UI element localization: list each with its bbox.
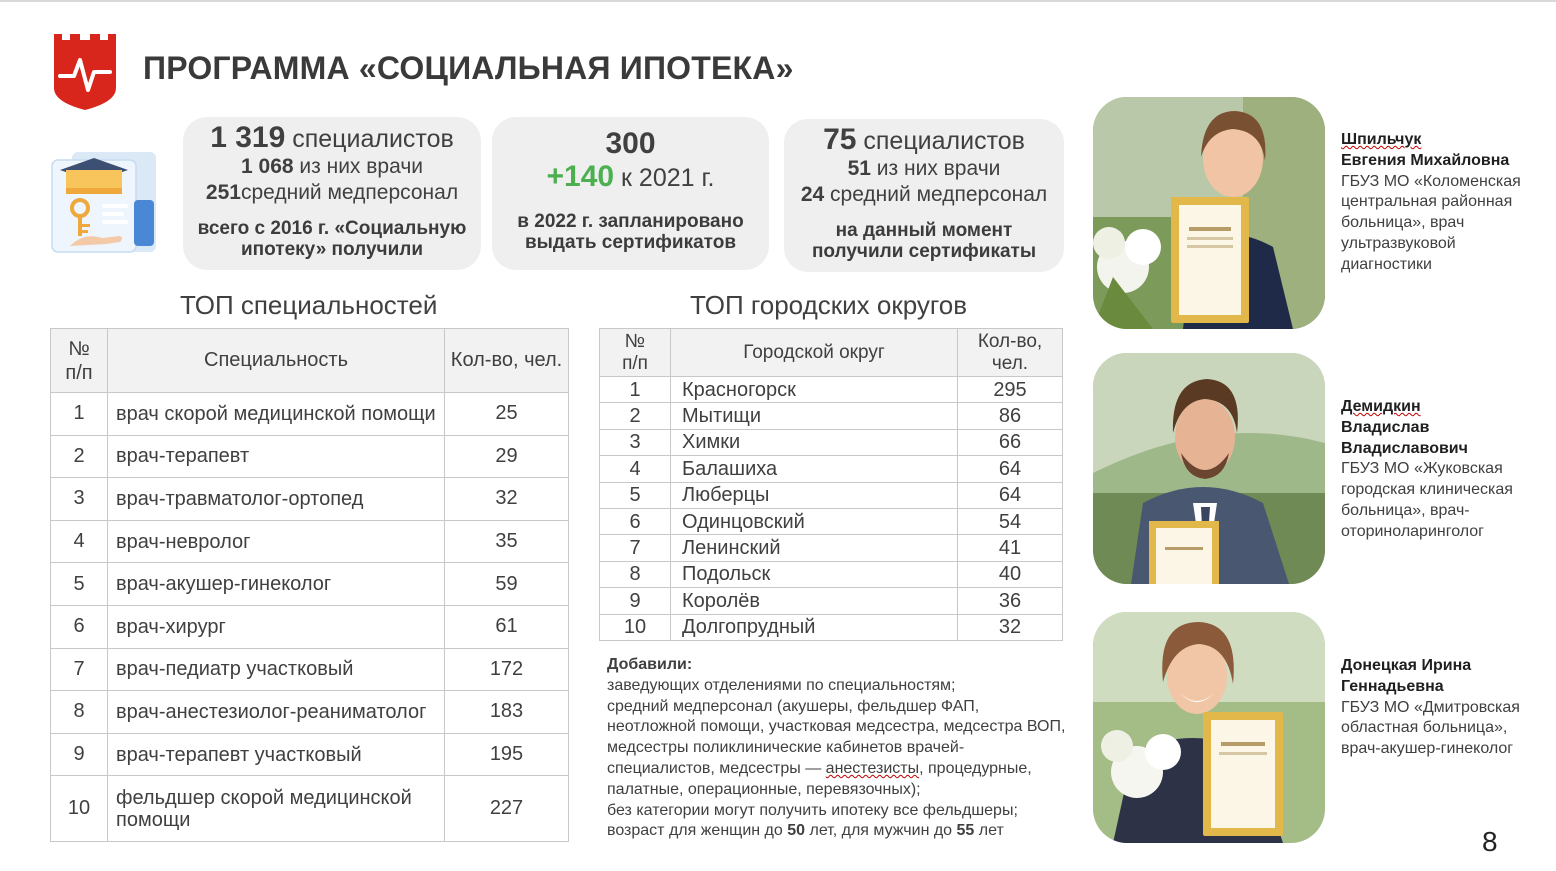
row-num: 8 <box>51 691 108 734</box>
notes-line: заведующих отделениями по специальностям; <box>607 676 956 694</box>
stat-planned-value: 300 <box>605 127 656 160</box>
person-info: ГБУЗ МО «Жуковская городская клиническая больница», врач-оториноларинголог <box>1341 460 1513 540</box>
row-count: 41 <box>958 535 1063 561</box>
table-row <box>600 588 1063 614</box>
col-header-district: Городской округ <box>671 329 958 377</box>
person-surname: Шпильчук <box>1341 131 1422 148</box>
top-divider <box>0 0 1556 2</box>
stat-footer-line: на данный момент <box>835 220 1013 241</box>
col-header-count: Кол-во, чел. <box>958 329 1063 377</box>
table-row <box>51 605 569 648</box>
person-name: Владислав <box>1341 418 1430 436</box>
table-row <box>51 393 569 436</box>
row-count: 29 <box>445 435 569 478</box>
row-specialty: фельдшер скорой медицинской помощи <box>108 776 445 842</box>
row-count: 195 <box>445 733 569 776</box>
table-row <box>600 535 1063 561</box>
table-row <box>51 648 569 691</box>
row-num: 2 <box>51 435 108 478</box>
col-header-num: № п/п <box>51 329 108 393</box>
person-surname: Демидкин <box>1341 398 1421 415</box>
row-count: 61 <box>445 605 569 648</box>
row-district: Мытищи <box>671 403 958 429</box>
row-num: 8 <box>600 561 671 587</box>
mortgage-document-icon <box>50 146 160 256</box>
notes-line <box>607 697 1067 801</box>
row-num: 5 <box>600 482 671 508</box>
table-row <box>600 429 1063 455</box>
row-count: 64 <box>958 482 1063 508</box>
table-row <box>51 691 569 734</box>
row-count: 64 <box>958 456 1063 482</box>
row-specialty: врач-анестезиолог-реаниматолог <box>108 691 445 734</box>
row-count: 32 <box>445 478 569 521</box>
row-count: 35 <box>445 520 569 563</box>
stat-card-total <box>183 117 481 270</box>
row-district: Люберцы <box>671 482 958 508</box>
row-num: 7 <box>600 535 671 561</box>
row-count: 227 <box>445 776 569 842</box>
notes-text: , процедурные, палатные, операционные, перевязочных); <box>607 759 1032 798</box>
specialties-table <box>50 328 569 842</box>
person-patronymic: Владиславович <box>1341 439 1468 457</box>
row-district: Красногорск <box>671 377 958 403</box>
row-specialty: врач-акушер-гинеколог <box>108 563 445 606</box>
stat-received-value: 75 <box>823 123 857 156</box>
page-title: ПРОГРАММА «СОЦИАЛЬНАЯ ИПОТЕКА» <box>143 50 794 86</box>
photo-person-2 <box>1093 353 1325 584</box>
page-number: 8 <box>1482 826 1498 857</box>
stat-received-suffix: специалистов <box>863 127 1025 155</box>
table-row <box>51 478 569 521</box>
table-row <box>600 456 1063 482</box>
col-header-num: № п/п <box>600 329 671 377</box>
stat-card-received <box>784 119 1064 272</box>
row-num: 7 <box>51 648 108 691</box>
photo-person-3 <box>1093 612 1325 843</box>
row-district: Ленинский <box>671 535 958 561</box>
stat-footer-line: получили сертификаты <box>811 241 1037 262</box>
row-num: 9 <box>600 588 671 614</box>
table-row <box>51 520 569 563</box>
row-num: 9 <box>51 733 108 776</box>
row-num: 6 <box>600 508 671 534</box>
row-count: 66 <box>958 429 1063 455</box>
districts-title: ТОП городских округов <box>690 290 968 320</box>
row-specialty: врач-педиатр участковый <box>108 648 445 691</box>
stat-footer-line: всего с 2016 г. «Социальную <box>197 218 467 239</box>
stat-received-nurses-text: средний медперсонал <box>830 183 1048 206</box>
table-row <box>600 377 1063 403</box>
person-caption-2 <box>1341 397 1553 543</box>
stat-footer-line: выдать сертификатов <box>525 232 736 253</box>
row-district: Королёв <box>671 588 958 614</box>
notes-heading: Добавили: <box>607 656 693 673</box>
photo-person-1 <box>1093 97 1325 329</box>
row-specialty: врач-терапевт <box>108 435 445 478</box>
row-count: 183 <box>445 691 569 734</box>
stat-received-doctors-value: 51 <box>847 157 871 180</box>
row-count: 40 <box>958 561 1063 587</box>
col-header-count: Кол-во, чел. <box>445 329 569 393</box>
notes-line <box>607 821 1067 842</box>
row-specialty: врач-терапевт участковый <box>108 733 445 776</box>
table-header-row <box>51 329 569 393</box>
stat-received-nurses-value: 24 <box>800 183 825 206</box>
row-count: 54 <box>958 508 1063 534</box>
row-district: Одинцовский <box>671 508 958 534</box>
row-num: 4 <box>51 520 108 563</box>
notes-text: возраст для женщин до <box>607 822 788 840</box>
person-info: ГБУЗ МО «Дмитровская областная больница», врач-акушер-гинеколог <box>1341 698 1520 758</box>
row-specialty: врач-хирург <box>108 605 445 648</box>
row-count: 36 <box>958 588 1063 614</box>
table-row <box>51 776 569 842</box>
row-district: Подольск <box>671 561 958 587</box>
person-caption-1 <box>1341 130 1541 276</box>
notes-text: средний медперсонал (акушеры, фельдшер ФАП, неотложной помощи, участковая медсестра, медсестра ВОП, медсестры поликлинические кабинетов врачей-специалистов, медсестры — <box>607 697 1066 777</box>
row-specialty: врач скорой медицинской помощи <box>108 393 445 436</box>
age-men: 55 <box>956 822 975 840</box>
notes-line: без категории могут получить ипотеку все фельдшеры; <box>607 801 1018 819</box>
notes-underlined-word: анестезисты <box>825 759 920 777</box>
table-row <box>600 614 1063 640</box>
row-num: 10 <box>600 614 671 640</box>
row-num: 6 <box>51 605 108 648</box>
stat-nurses-text: средний медперсонал <box>240 181 459 204</box>
stat-doctors-value: 1 068 <box>241 155 294 178</box>
row-count: 25 <box>445 393 569 436</box>
notes-block <box>607 655 1067 842</box>
row-specialty: врач-невролог <box>108 520 445 563</box>
stat-total-suffix: специалистов <box>292 125 454 153</box>
row-num: 10 <box>51 776 108 842</box>
person-caption-3 <box>1341 656 1541 760</box>
table-row <box>51 733 569 776</box>
row-num: 1 <box>600 377 671 403</box>
row-num: 3 <box>600 429 671 455</box>
stat-footer-line: в 2022 г. запланировано <box>517 211 744 232</box>
row-count: 59 <box>445 563 569 606</box>
table-row <box>51 563 569 606</box>
col-header-specialty: Специальность <box>108 329 445 393</box>
stat-planned-increase-suffix: к 2021 г. <box>621 164 715 192</box>
row-count: 295 <box>958 377 1063 403</box>
emblem-icon <box>52 30 118 112</box>
notes-text: лет, для мужчин до <box>805 822 957 840</box>
districts-table <box>599 328 1063 641</box>
table-row <box>600 561 1063 587</box>
row-district: Химки <box>671 429 958 455</box>
row-count: 32 <box>958 614 1063 640</box>
row-count: 172 <box>445 648 569 691</box>
table-row <box>600 508 1063 534</box>
specialties-title: ТОП специальностей <box>180 290 438 320</box>
notes-text: лет <box>974 822 1004 840</box>
row-district: Балашиха <box>671 456 958 482</box>
stat-received-doctors-text: из них врачи <box>876 157 1001 180</box>
row-num: 5 <box>51 563 108 606</box>
row-district: Долгопрудный <box>671 614 958 640</box>
row-num: 1 <box>51 393 108 436</box>
row-num: 2 <box>600 403 671 429</box>
stat-doctors-text: из них врачи <box>299 155 423 178</box>
person-name: Донецкая Ирина Геннадьевна <box>1341 657 1472 695</box>
stat-nurses-value: 251 <box>205 181 241 204</box>
person-info: ГБУЗ МО «Коломенская центральная районная больница», врач ультразвуковой диагностики <box>1341 172 1521 273</box>
table-header-row <box>600 329 1063 377</box>
row-num: 3 <box>51 478 108 521</box>
table-row <box>600 482 1063 508</box>
person-name: Евгения Михайловна <box>1341 151 1510 169</box>
row-count: 86 <box>958 403 1063 429</box>
row-specialty: врач-травматолог-ортопед <box>108 478 445 521</box>
table-row <box>600 403 1063 429</box>
table-row <box>51 435 569 478</box>
row-num: 4 <box>600 456 671 482</box>
stat-total-value: 1 319 <box>210 121 286 154</box>
stat-footer-line: ипотеку» получили <box>240 239 423 260</box>
stat-planned-increase: +140 <box>546 160 615 193</box>
stat-card-planned <box>492 117 769 270</box>
age-women: 50 <box>787 822 806 840</box>
